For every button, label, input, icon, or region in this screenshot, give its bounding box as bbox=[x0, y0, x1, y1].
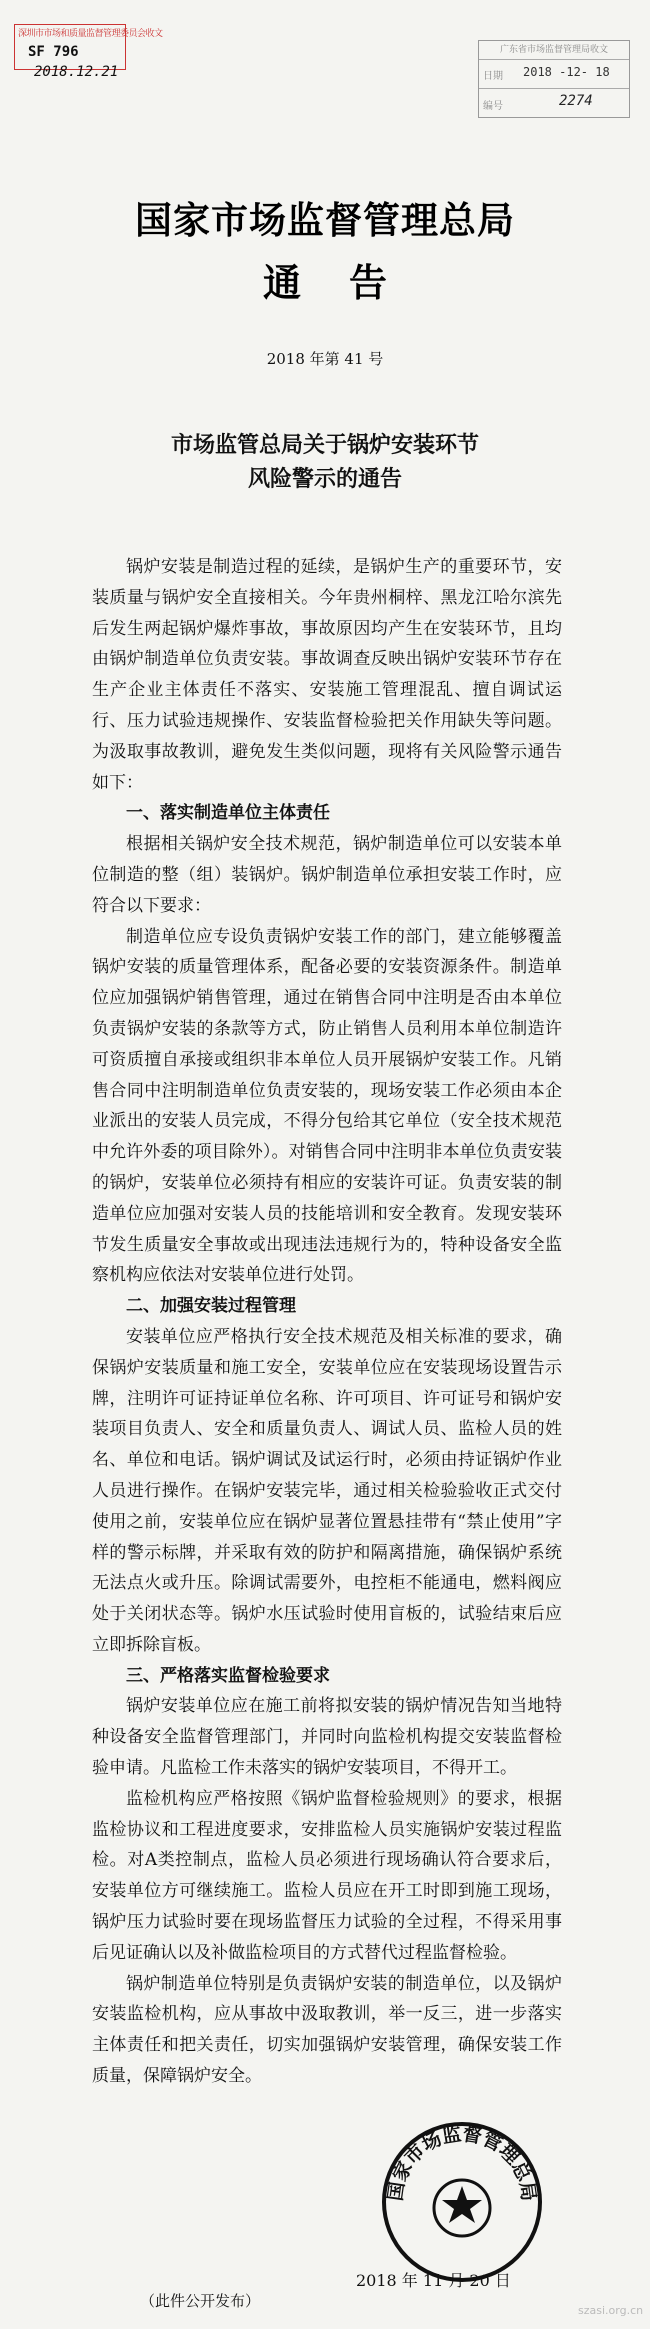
section-1-paragraph-2: 制造单位应专设负责锅炉安装工作的部门，建立能够覆盖锅炉安装的质量管理体系，配备必要的安装资源条件。制造单位应加强锅炉销售管理，通过在销售合同中注明是否由本单位负责锅炉安装的条款等方式，防止销售人员利用本单位制造许可资质擅自承接或组织非本单位人员开展锅炉安装工作。凡销售合同中注明制造单位负责安装的，现场安装工作必须由本企业派出的安装人员完成，不得分包给其它单位（安全技术规范中允许外委的项目除外）。对销售合同中注明非本单位负责安装的锅炉，安装单位必须持有相应的安装许可证。负责安装的制造单位应加强对安装人员的技能培训和安全教育。发现安装环节发生质量安全事故或出现违法违规行为的，特种设备安全监察机构应依法对安装单位进行处罚。 bbox=[92, 926, 562, 1286]
notice-body bbox=[92, 552, 562, 2092]
stamp-header: 广东省市场监督管理局收文 bbox=[479, 41, 629, 60]
stamp-org: 深圳市市场和质量监督管理委员会收文 bbox=[18, 29, 163, 39]
receipt-stamp-top-left bbox=[14, 24, 163, 84]
official-seal-icon bbox=[380, 2120, 544, 2284]
intro-paragraph: 锅炉安装是制造过程的延续，是锅炉生产的重要环节，安装质量与锅炉安全直接相关。今年贵州桐梓、黑龙江哈尔滨先后发生两起锅炉爆炸事故，事故原因均产生在安装环节，且均由锅炉制造单位负责安装。事故调查反映出锅炉安装环节存在生产企业主体责任不落实、安装施工管理混乱、擅自调试运行、压力试验违规操作、安装监督检验把关作用缺失等问题。为汲取事故教训，避免发生类似问题，现将有关风险警示通告如下： bbox=[92, 557, 562, 793]
doc-type-title: 通告 bbox=[262, 260, 435, 305]
stamp-date-label: 日期 bbox=[483, 71, 503, 82]
section-3-paragraph-1: 锅炉安装单位应在施工前将拟安装的锅炉情况告知当地特种设备安全监督管理部门，并同时向监检机构提交安装监督检验申请。凡监检工作未落实的锅炉安装项目，不得开工。 bbox=[92, 1696, 562, 1779]
section-3-paragraph-2: 监检机构应严格按照《锅炉监督检验规则》的要求，根据监检协议和工程进度要求，安排监检人员实施锅炉安装过程监检。对A类控制点，监检人员必须进行现场确认符合要求后，安装单位方可继续施工。监检人员应在开工时即到施工现场，锅炉压力试验时要在现场监督压力试验的全过程，不得采用事后见证确认以及补做监检项目的方式替代过程监督检验。 bbox=[92, 1788, 562, 1963]
stamp-number-label: 编号 bbox=[483, 101, 503, 112]
section-3-heading: 三、严格落实监督检验要求 bbox=[126, 1665, 330, 1686]
svg-text:国家市场监督管理总局: 国家市场监督管理总局 bbox=[384, 2123, 540, 2203]
stamp-date: 2018.12.21 bbox=[34, 64, 119, 80]
section-2-paragraph-1: 安装单位应严格执行安全技术规范及相关标准的要求，确保锅炉安装质量和施工安全，安装单位应在安装现场设置告示牌，注明许可证持证单位名称、许可项目、许可证号和锅炉安装项目负责人、安全和质量负责人、调试人员、监检人员的姓名、单位和电话。锅炉调试及试运行时，必须由持证锅炉作业人员进行操作。在锅炉安装完毕，通过相关检验验收正式交付使用之前，安装单位应在锅炉显著位置悬挂带有“禁止使用”字样的警示标牌，并采取有效的防护和隔离措施，确保锅炉系统无法点火或升压。除调试需要外，电控柜不能通电，燃料阀应处于关闭状态等。锅炉水压试验时使用盲板的，试验结束后应立即拆除盲板。 bbox=[92, 1326, 562, 1655]
watermark: szasi.org.cn bbox=[578, 2304, 644, 2317]
section-1-paragraph-1: 根据相关锅炉安全技术规范，锅炉制造单位可以安装本单位制造的整（组）装锅炉。锅炉制造单位承担安装工作时，应符合以下要求： bbox=[92, 834, 562, 916]
subject-title-line2: 风险警示的通告 bbox=[247, 466, 402, 492]
subject-title-line1: 市场监管总局关于锅炉安装环节 bbox=[170, 432, 479, 458]
publication-note: （此件公开发布） bbox=[140, 2292, 261, 2310]
section-2-heading: 二、加强安装过程管理 bbox=[126, 1296, 296, 1317]
document-number: 2018 年第 41 号 bbox=[266, 350, 384, 368]
stamp-number: SF 796 bbox=[28, 44, 79, 60]
stamp-number: 2274 bbox=[559, 93, 593, 109]
section-1-heading: 一、落实制造单位主体责任 bbox=[126, 803, 330, 824]
stamp-date: 2018 -12- 18 bbox=[523, 65, 610, 79]
signing-date: 2018 年 11 月 20 日 bbox=[356, 2271, 511, 2290]
closing-paragraph: 锅炉制造单位特别是负责锅炉安装的制造单位，以及锅炉安装监检机构，应从事故中汲取教训，举一反三，进一步落实主体责任和把关责任，切实加强锅炉安装管理，确保安装工作质量，保障锅炉安全。 bbox=[92, 1973, 562, 2087]
receipt-stamp-top-right bbox=[478, 40, 630, 118]
agency-title: 国家市场监督管理总局 bbox=[135, 198, 515, 242]
